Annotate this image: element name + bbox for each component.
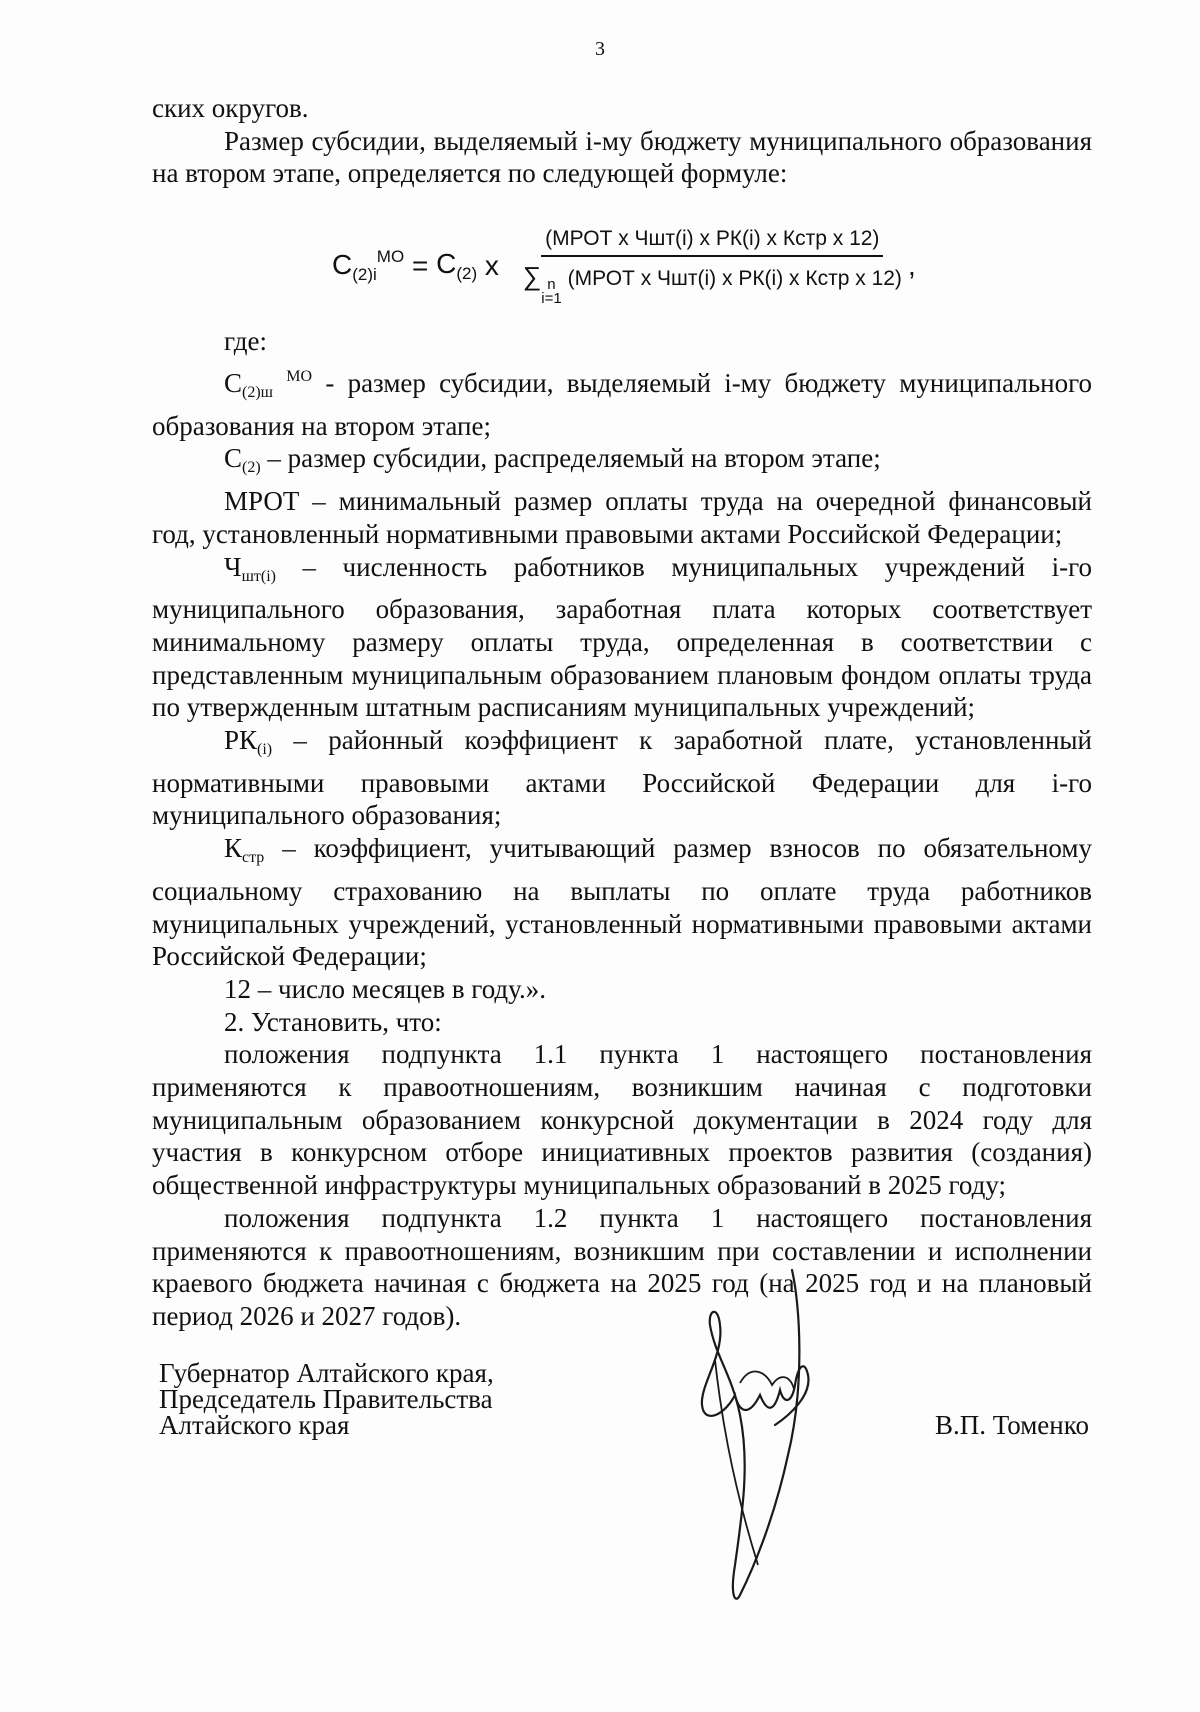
- page-number: 3: [595, 38, 605, 60]
- definition-rk: РК(i) – районный коэффициент к заработной плате, установленный нормативными правовыми актами Российской Федерации для i-го муниципального образования;: [152, 725, 1092, 831]
- formula-equals: =: [404, 250, 437, 281]
- formula-fraction: [523, 227, 902, 306]
- handwritten-signature: [680, 1265, 880, 1610]
- formula-denominator-row: [523, 257, 902, 306]
- definition-kstr: Кстр – коэффициент, учитывающий размер взносов по обязательному социальному страхованию на выплаты по оплате труда работников муниципальных учреждений, установленный нормативными правовыми актами Российской Федерации;: [152, 833, 1092, 972]
- definition-c2i: C(2)ш $^{МО}$ - размер субсидии, выделяемый i-му бюджету муниципального образования на втором этапе;: [152, 368, 1092, 441]
- definition-c2: C(2) – размер субсидии, распределяемый на втором этапе;: [224, 443, 881, 477]
- definitions-block: [152, 361, 1092, 1333]
- provision-1-2: положения подпункта 1.2 пункта 1 настоящего постановления применяются к правоотношениям, возникшим при составлении и исполнении краевого бюджета начиная с бюджета на 2025 год (на 2025 год и на плановый период 2026 и 2027 годов).: [152, 1202, 1092, 1331]
- formula-numerator: (МРОТ x Чшт(i) x РК(i) x Кстр x 12): [541, 227, 883, 257]
- formula-times: x: [477, 250, 507, 281]
- definition-mrot: МРОТ – минимальный размер оплаты труда на очередной финансовый год, установленный нормативными правовыми актами Российской Федерации;: [152, 486, 1092, 549]
- formula-c2: $C_{(2)}$: [436, 248, 478, 283]
- subsidy-formula: [332, 226, 916, 306]
- definition-months: 12 – число месяцев в году.».: [224, 973, 546, 1004]
- formula-intro-paragraph: Размер субсидии, выделяемый i-му бюджету муниципального образования на втором этапе, определяется по следующей формуле:: [152, 125, 1092, 189]
- signature-stroke-main: [702, 1270, 809, 1599]
- sum-limits: n i=1: [541, 275, 562, 307]
- formula-comma: ,: [907, 250, 916, 281]
- signature-stroke-letters: [740, 1371, 794, 1389]
- signature-stroke-loop: [715, 1360, 758, 1565]
- formula-denominator: (МРОТ x Чшт(i) x РК(i) x Кстр x 12): [567, 266, 902, 290]
- definition-chsht: Чшт(i) – численность работников муниципальных учреждений i-го муниципального образования, заработная плата которых соответствует минимальному размеру оплаты труда, определенная в соответствии с представленным муниципальным образованием плановым фондом оплаты труда по утвержденным штатным расписаниям муниципальных учреждений;: [152, 551, 1092, 723]
- where-label: где:: [224, 326, 267, 356]
- provision-1-1: положения подпункта 1.1 пункта 1 настоящего постановления применяются к правоотношениям, возникшим начиная с подготовки муниципальным образованием конкурсной документации в 2024 году для участия в конкурсном отборе инициативных проектов развития (создания) общественной инфраструктуры муниципальных образований в 2025 году;: [152, 1039, 1092, 1201]
- sum-symbol: ∑: [522, 260, 542, 291]
- formula-lhs: $C_{(2)i}^{МО}$: [332, 247, 405, 284]
- clause-2: 2. Установить, что:: [224, 1006, 442, 1037]
- intro-block: [152, 92, 1092, 190]
- signatory-title: Губернатор Алтайского края, Председатель Правительства Алтайского края: [159, 1358, 494, 1440]
- signatory-name: В.П. Томенко: [935, 1410, 1089, 1440]
- intro-line: ских округов.: [152, 93, 309, 123]
